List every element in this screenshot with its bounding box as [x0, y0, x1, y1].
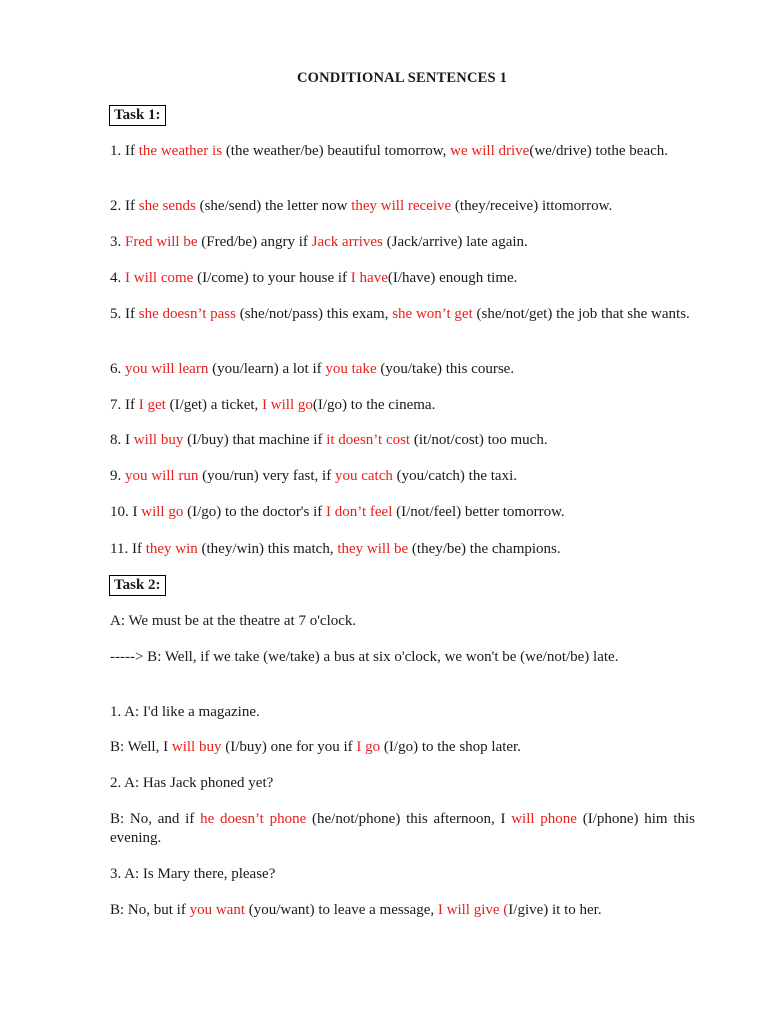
task-2-line [110, 810, 695, 848]
sentence-text: (they/be) the champions. [408, 541, 561, 557]
sentence-text: (I/not/feel) better tomorrow. [392, 504, 565, 520]
sentence-text: (it/not/cost) too much. [410, 432, 548, 448]
answer-text: I will go [262, 397, 313, 413]
task-2-line [110, 612, 695, 631]
answer-text: you will run [125, 468, 199, 484]
answer-text: you take [325, 361, 377, 377]
task-2-line [110, 865, 695, 884]
sentence-text: 2. If [110, 198, 139, 214]
sentence-text: I/give) it to her. [508, 902, 602, 918]
task-1-item [110, 197, 695, 216]
sentence-text: (they/win) this match, [197, 541, 338, 557]
answer-text: we will drive [450, 143, 530, 159]
answer-text: I will come [125, 270, 194, 286]
sentence-text: 11. If [110, 541, 146, 557]
sentence-text: (we/drive) tothe beach. [529, 143, 669, 159]
task-2-label: Task 2: [109, 575, 166, 596]
answer-text: Fred will be [125, 234, 198, 250]
answer-text: you will learn [125, 361, 209, 377]
sentence-text: (he/not/phone) this afternoon, I [306, 811, 512, 827]
answer-text: Jack arrives [311, 234, 383, 250]
sentence-text: (I/go) to the cinema. [312, 397, 436, 413]
answer-text: ( [499, 902, 509, 918]
task-1-label: Task 1: [109, 105, 166, 126]
task-1-item [110, 233, 695, 252]
sentence-text: (the weather/be) beautiful tomorrow, [222, 143, 451, 159]
sentence-text: (you/learn) a lot if [208, 361, 326, 377]
sentence-text: 4. [110, 270, 125, 286]
task-1-item [110, 360, 695, 379]
task-1-item [110, 305, 695, 324]
task-2-line [110, 703, 695, 722]
answer-text: I get [138, 397, 166, 413]
sentence-text: 1. If [110, 143, 139, 159]
task-1-item [110, 503, 695, 522]
answer-text: will buy [133, 432, 184, 448]
answer-text: I don’t feel [326, 504, 393, 520]
sentence-text: A: We must be at the theatre at 7 o'clock. [110, 613, 357, 629]
sentence-text: B: No, but if [110, 902, 190, 918]
answer-text: I will give [437, 902, 500, 918]
task-1-item [110, 540, 695, 559]
task-1-item [110, 142, 695, 161]
task-1-item [110, 431, 695, 450]
sentence-text: (I/phone) him this evening. [110, 811, 696, 846]
task-2-line [110, 901, 695, 920]
sentence-text: 10. I [110, 504, 142, 520]
sentence-text: -----> B: Well, if we take (we/take) a bus at six o'clock, we won't be (we/not/be) late. [110, 649, 619, 665]
sentence-text: 5. If [110, 306, 139, 322]
sentence-text: (she/not/get) the job that she wants. [472, 306, 690, 322]
sentence-text: 3. A: Is Mary there, please? [110, 866, 276, 882]
sentence-text: 9. [110, 468, 125, 484]
task-2-line [110, 648, 695, 667]
sentence-text: (I/come) to your house if [193, 270, 351, 286]
sentence-text: (I/go) to the shop later. [380, 739, 521, 755]
sentence-text: (you/run) very fast, if [198, 468, 335, 484]
answer-text: will go [141, 504, 184, 520]
sentence-text: (you/catch) the taxi. [392, 468, 517, 484]
sentence-text: (you/want) to leave a message, [245, 902, 438, 918]
answer-text: it doesn’t cost [326, 432, 411, 448]
answer-text: the weather is [138, 143, 223, 159]
page-title: CONDITIONAL SENTENCES 1 [296, 70, 508, 86]
sentence-text: (I/buy) that machine if [183, 432, 327, 448]
sentence-text: (I/buy) one for you if [221, 739, 357, 755]
sentence-text: 3. [110, 234, 125, 250]
sentence-text: B: No, and if [110, 811, 201, 827]
answer-text: I go [356, 739, 381, 755]
task-2-line [110, 774, 695, 793]
sentence-text: B: Well, I [110, 739, 172, 755]
answer-text: they win [145, 541, 198, 557]
answer-text: she doesn’t pass [138, 306, 236, 322]
sentence-text: (they/receive) ittomorrow. [451, 198, 613, 214]
sentence-text: 6. [110, 361, 125, 377]
sentence-text: 2. A: Has Jack phoned yet? [110, 775, 274, 791]
task-1-item [110, 269, 695, 288]
task-1-item [110, 396, 695, 415]
answer-text: they will receive [351, 198, 452, 214]
sentence-text: (I/get) a ticket, [165, 397, 263, 413]
task-2-line [110, 738, 695, 757]
answer-text: you catch [334, 468, 393, 484]
answer-text: she won’t get [392, 306, 473, 322]
answer-text: I have [350, 270, 388, 286]
sentence-text: (she/send) the letter now [195, 198, 352, 214]
answer-text: he doesn’t phone [200, 811, 307, 827]
sentence-text: 8. I [110, 432, 134, 448]
sentence-text: (she/not/pass) this exam, [235, 306, 393, 322]
task-1-item [110, 467, 695, 486]
sentence-text: (I/have) enough time. [387, 270, 518, 286]
sentence-text: (I/go) to the doctor's if [183, 504, 327, 520]
sentence-text: (Fred/be) angry if [197, 234, 312, 250]
answer-text: you want [189, 902, 246, 918]
sentence-text: (you/take) this course. [376, 361, 515, 377]
answer-text: will phone [511, 811, 577, 827]
answer-text: they will be [337, 541, 409, 557]
sentence-text: 7. If [110, 397, 139, 413]
sentence-text: 1. A: I'd like a magazine. [110, 704, 260, 720]
sentence-text: (Jack/arrive) late again. [382, 234, 528, 250]
answer-text: will buy [171, 739, 222, 755]
answer-text: she sends [138, 198, 196, 214]
